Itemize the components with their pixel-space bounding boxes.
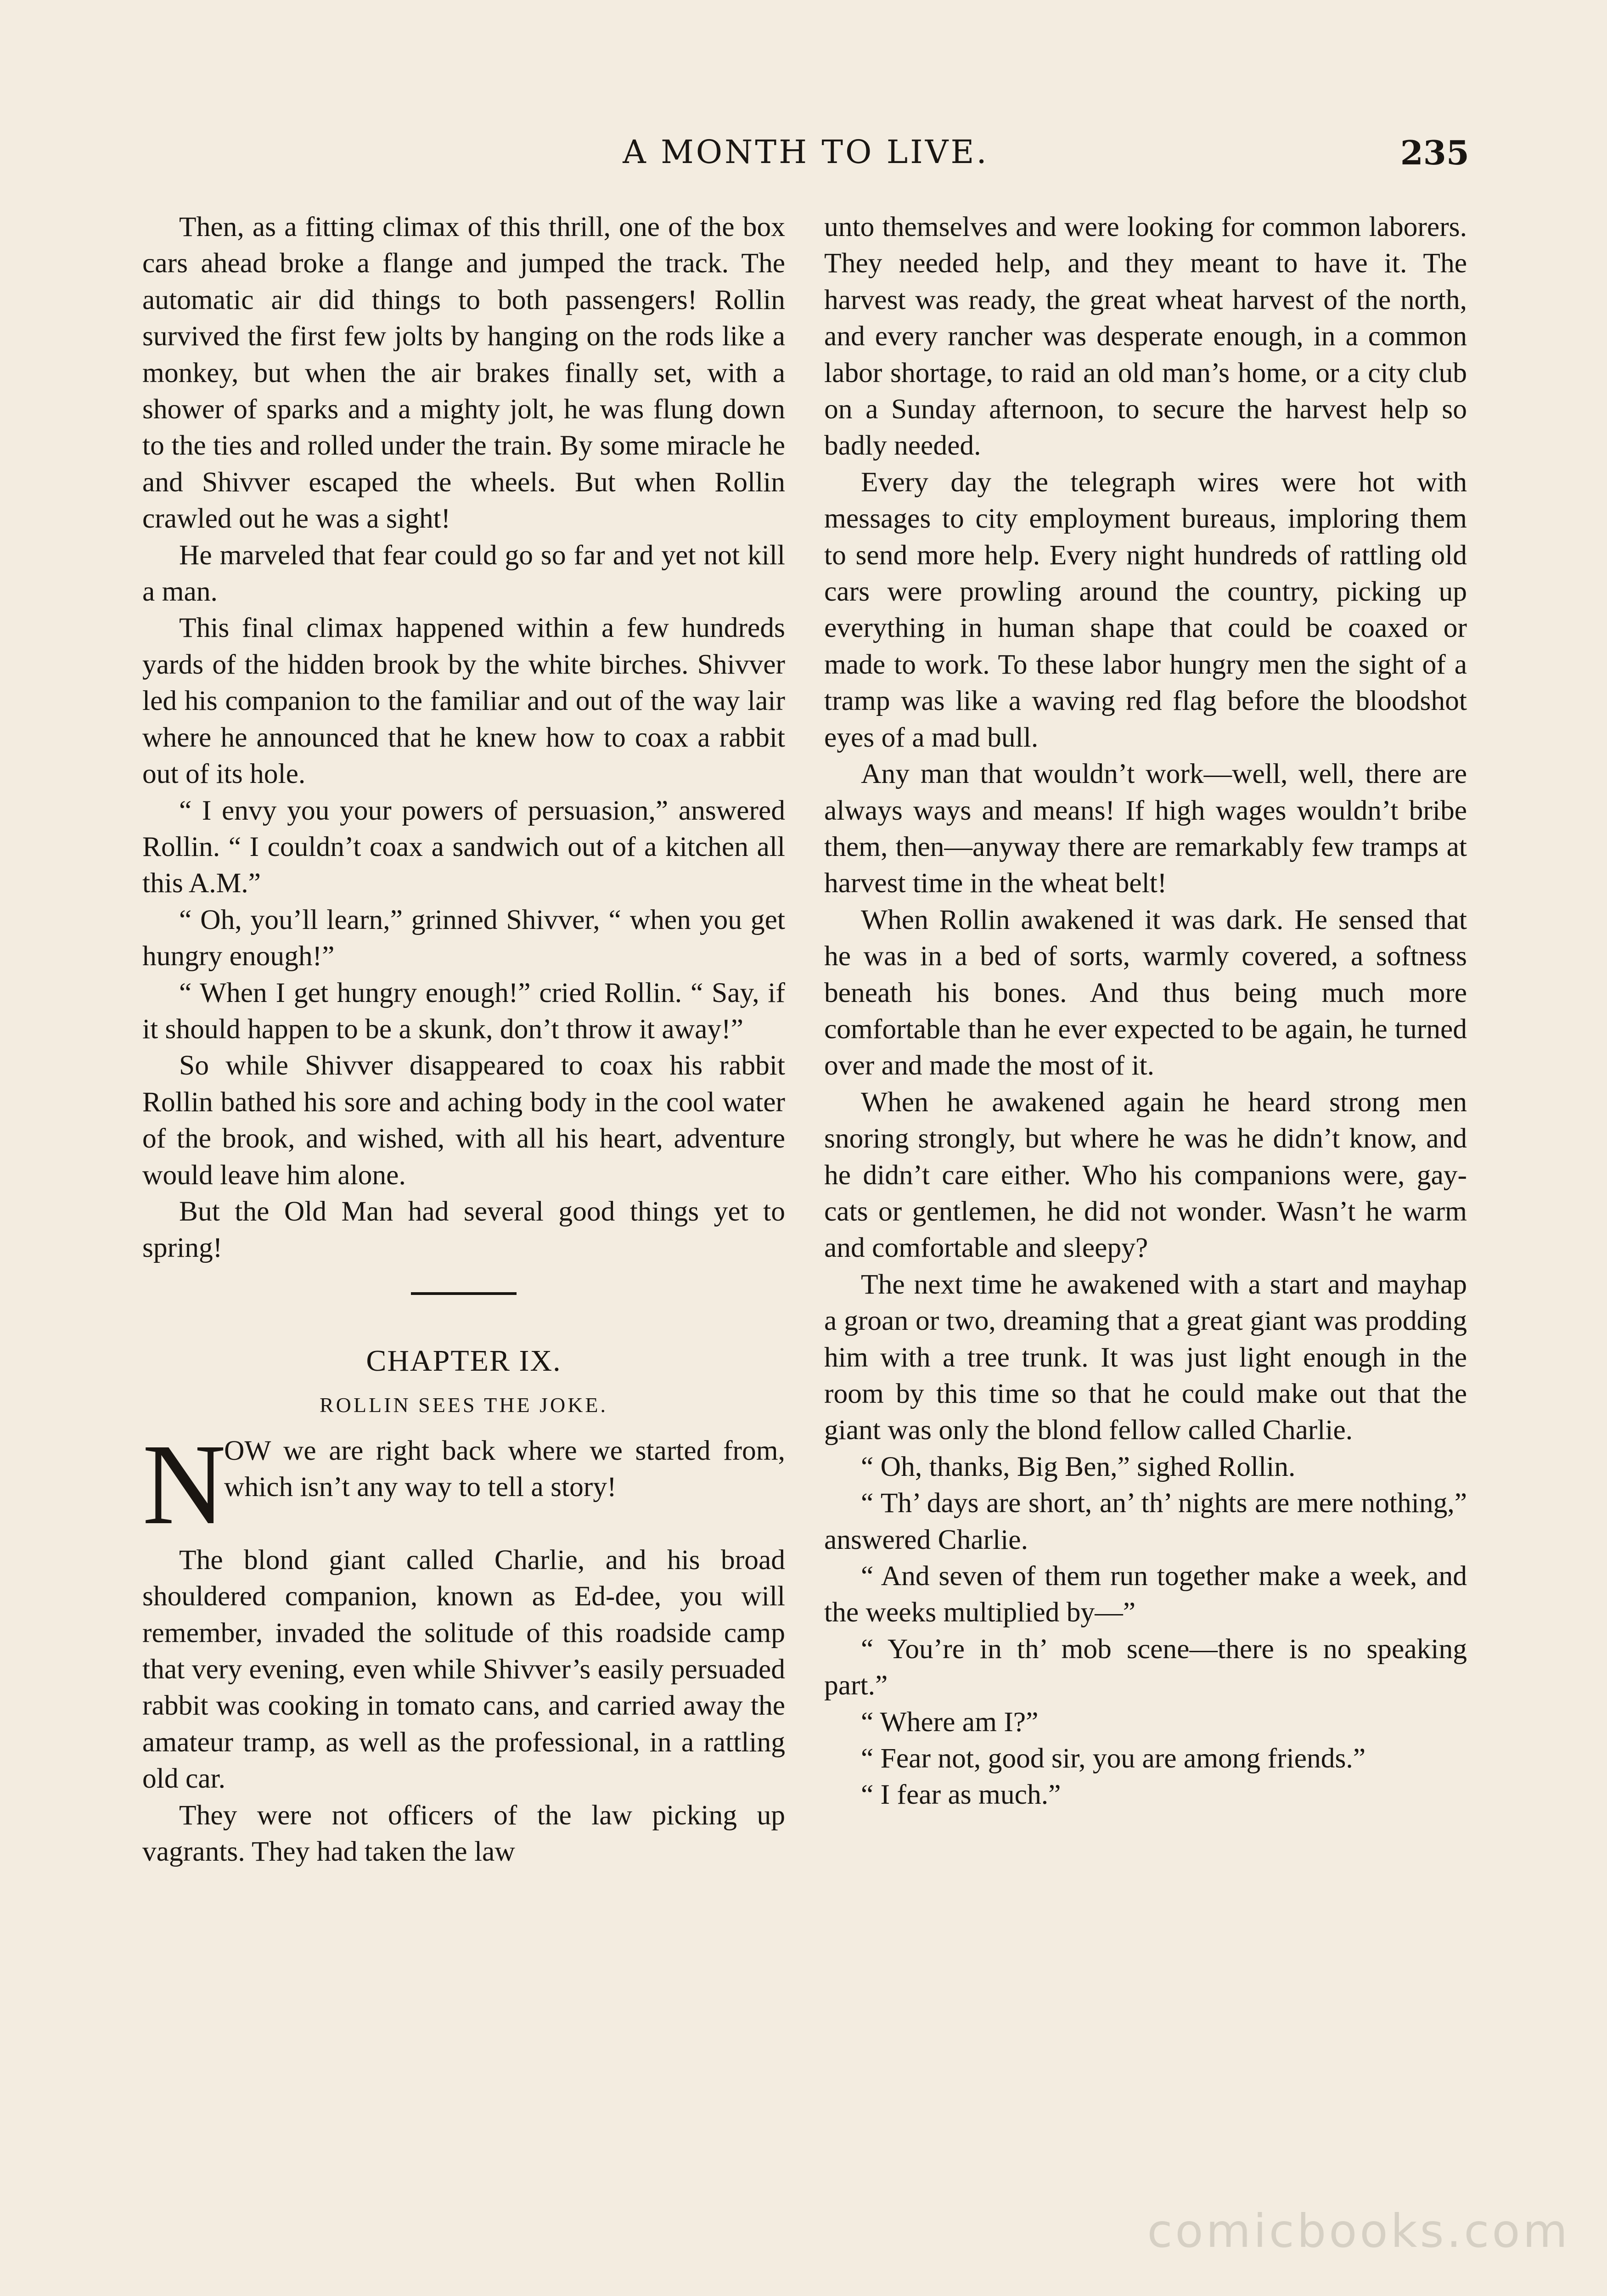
paragraph: Then, as a fitting climax of this thrill, one of the box cars ahead broke a flange and jumped the track. The automatic air did things to both passengers! Rollin survived the first few jolts by hanging on the rods like a monkey, but when the air brakes finally set, with a shower of sparks and a mighty jolt, he was flung down to the ties and rolled under the train. By some miracle he and Shivver escaped the wheels. But when Rollin crawled out he was a sight! [142,211,785,535]
paragraph: So while Shivver disappeared to coax his rabbit Rollin bathed his sore and aching body in the cool water of the brook, and wished, with all his heart, adventure would leave him alone. [142,1050,785,1191]
page-number: 235 [1400,133,1469,172]
paragraph: “ You’re in th’ mob scene—there is no speaking part.” [824,1633,1467,1701]
paragraph: “ When I get hungry enough!” cried Rollin. “ Say, if it should happen to be a skunk, don’t throw it away!” [142,977,785,1045]
paragraph: But the Old Man had several good things yet to spring! [142,1195,785,1264]
drop-cap: N [142,1432,226,1542]
paragraph: “ Where am I?” [861,1706,1039,1738]
paragraph: “ And seven of them run together make a week, and the weeks multiplied by—” [824,1560,1467,1628]
paragraph: This final climax happened within a few hundreds yards of the hidden brook by the white birches. Shivver led his companion to the familiar and out of the way lair where he announced that he knew how to coax a rabbit out of its hole. [142,612,785,790]
paragraph: “ Th’ days are short, an’ th’ nights are mere nothing,” answered Charlie. [824,1487,1467,1555]
watermark: comicbooks.com [1147,2204,1570,2258]
paragraph: When Rollin awakened it was dark. He sensed that he was in a bed of sorts, warmly covered, a softness beneath his bones. And thus being much more comfortable than he ever expected to be again, he turned over and made the most of it. [824,904,1467,1081]
paragraph: “ Fear not, good sir, you are among friends.” [861,1743,1366,1774]
paragraph: “ I fear as much.” [861,1779,1061,1811]
section-divider [411,1292,517,1295]
paragraph: Any man that wouldn’t work—well, well, there are always ways and means! If high wages wouldn’t bribe them, then—anyway there are remarkably few tramps at harvest time in the wheat belt! [824,758,1467,899]
paragraph: They were not officers of the law picking up vagrants. They had taken the law [142,1799,785,1868]
page-header [142,133,1469,184]
chapter-title: CHAPTER IX. [366,1344,562,1378]
paragraph: The next time he awakened with a start and mayhap a groan or two, dreaming that a great giant was prodding him with a tree trunk. It was just light enough in the room by this time so that he could make out that the giant was only the blond fellow called Charlie. [824,1268,1467,1446]
paragraph: Every day the telegraph wires were hot with messages to city employment bureaus, imploring them to send more help. Every night hundreds of rattling old cars were prowling around the country, picking up everything in human shape that could be coaxed or made to work. To these labor hungry men the sight of a tramp was like a waving red flag before the bloodshot eyes of a mad bull. [824,466,1467,753]
paragraph: He marveled that fear could go so far and yet not kill a man. [142,539,785,608]
paragraph: When he awakened again he heard strong men snoring strongly, but where he was he didn’t know, and he didn’t care either. Who his companions were, gay-cats or gentlemen, he did not wonder. Wasn’t he warm and comfortable and sleepy? [824,1086,1467,1264]
paragraph: “ I envy you your powers of persuasion,” answered Rollin. “ I couldn’t coax a sandwich out of a kitchen all this A.M.” [142,794,785,899]
paragraph: The blond giant called Charlie, and his broad shouldered companion, known as Ed-dee, you will remember, invaded the solitude of this roadside camp that very evening, even while Shivver’s easily persuaded rabbit was cooking in tomato cans, and carried away the amateur tramp, as well as the professional, in a rattling old car. [142,1544,785,1795]
chapter-subtitle: ROLLIN SEES THE JOKE. [319,1393,608,1417]
paragraph: unto themselves and were looking for common laborers. They needed help, and they meant to have it. The harvest was ready, the great wheat harvest of the north, and every rancher was desperate enough, in a common labor shortage, to raid an old man’s home, or a city club on a Sunday afternoon, to secure the harvest help so badly needed. [824,211,1467,461]
running-title: A MONTH TO LIVE. [623,133,989,171]
left-column [142,209,785,1870]
right-column [824,209,1467,1813]
chapter-opening-paragraph [142,1433,785,1542]
paragraph: “ Oh, you’ll learn,” grinned Shivver, “ when you get hungry enough!” [142,904,785,972]
opening-text: OW we are right back where we started from, which isn’t any way to tell a story! [224,1435,785,1503]
paragraph: “ Oh, thanks, Big Ben,” sighed Rollin. [861,1451,1296,1482]
